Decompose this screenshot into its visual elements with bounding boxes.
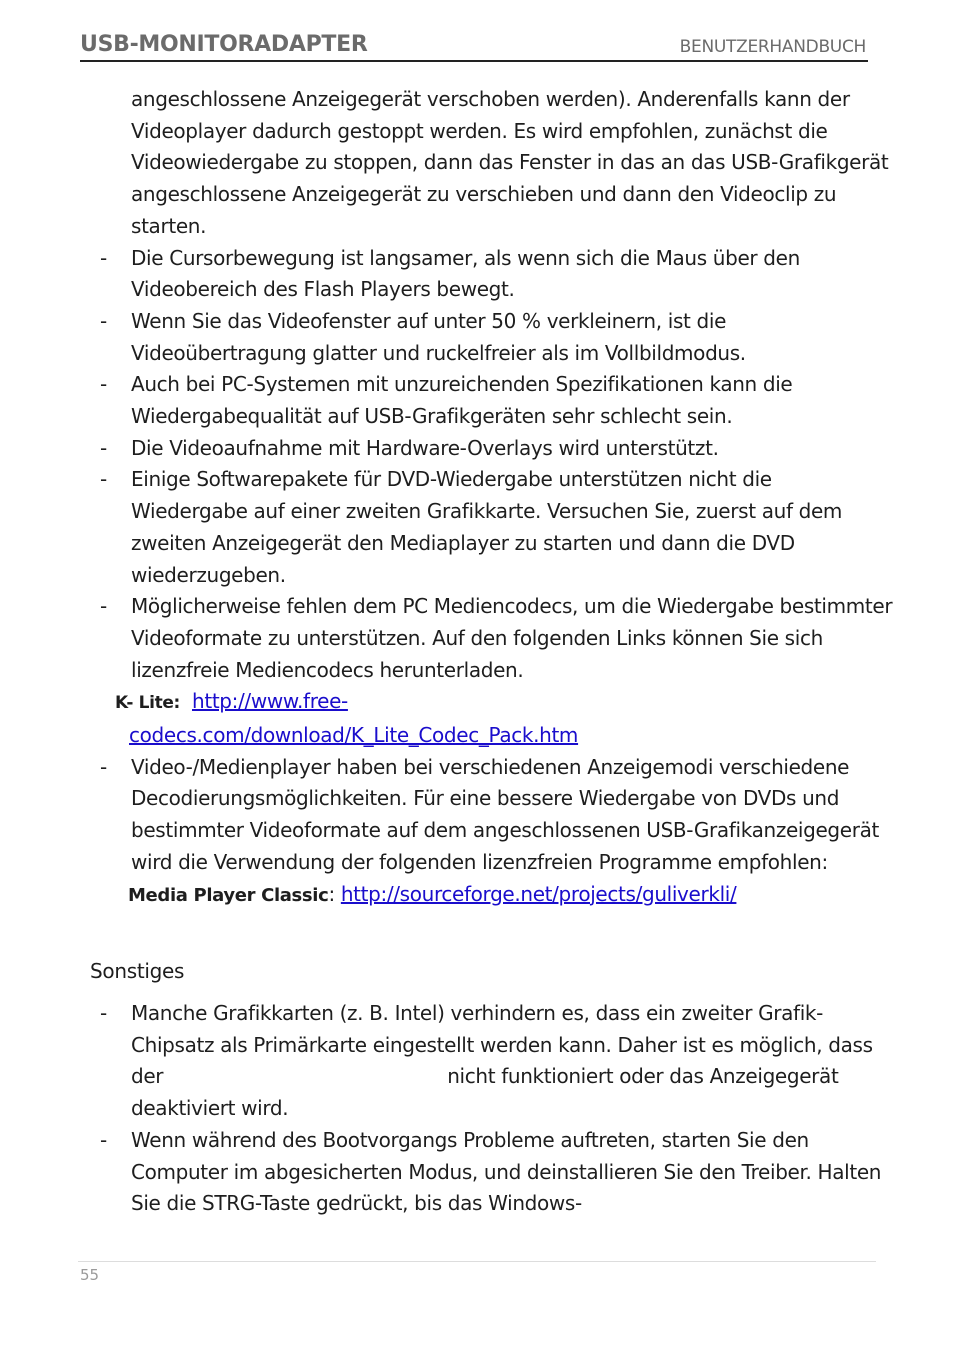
klite-link-part1[interactable]: http://www.free- xyxy=(192,689,348,714)
bullet-dash: - xyxy=(100,372,107,397)
list-item xyxy=(0,752,954,879)
list-item xyxy=(0,306,954,369)
bullet-dash: - xyxy=(100,754,107,779)
klite-label: K- Lite: xyxy=(115,693,180,714)
list-item xyxy=(0,433,954,465)
list-item-text: Einige Softwarepakete für DVD-Wiedergabe unterstützen nicht die Wiedergabe auf einer zweiten Grafikkarte. Versuchen Sie, zuerst auf dem zweiten Anzeigegerät den Mediaplayer zu starten und dann die DVD wiederzugeben. xyxy=(131,467,843,587)
list-item xyxy=(0,591,954,686)
page-header xyxy=(80,28,868,62)
list-item-text: Die Cursorbewegung ist langsamer, als wenn sich die Maus über den Videobereich des Flash Players bewegt. xyxy=(131,245,800,302)
klite-link-part2[interactable]: codecs.com/download/K_Lite_Codec_Pack.htm xyxy=(129,723,579,748)
header-title: USB-MONITORADAPTER xyxy=(80,32,368,57)
bullet-dash: - xyxy=(100,467,107,492)
bullet-dash: - xyxy=(100,245,107,270)
klite-line-2 xyxy=(0,720,954,752)
footer-divider xyxy=(78,1261,876,1262)
klite-line xyxy=(0,686,954,720)
bullet-dash: - xyxy=(100,308,107,333)
list-item-text: Die Videoaufnahme mit Hardware-Overlays wird unterstützt. xyxy=(131,435,719,460)
list-item xyxy=(0,1125,954,1220)
intro-paragraph: angeschlossene Anzeigegerät verschoben werden). Anderenfalls kann der Videoplayer dadurch gestoppt werden. Es wird empfohlen, zunächst die Videowiedergabe zu stoppen, dann das Fenster in das an das USB-Grafikgerät angeschlossene Anzeigegerät zu verschieben und dann den Videoclip zu starten. xyxy=(131,87,889,238)
list-item xyxy=(0,243,954,306)
section-heading: Sonstiges xyxy=(90,959,185,984)
bullet-dash: - xyxy=(100,1127,107,1152)
bullet-dash: - xyxy=(100,594,107,619)
bullet-dash: - xyxy=(100,435,107,460)
header-subtitle: BENUTZERHANDBUCH xyxy=(679,37,866,57)
page-content xyxy=(0,84,954,1220)
list-item xyxy=(0,464,954,591)
list-item-text: Möglicherweise fehlen dem PC Mediencodecs, um die Wiedergabe bestimmter Videoformate zu unterstützen. Auf den folgenden Links können Sie sich lizenzfreie Mediencodecs herunterladen. xyxy=(131,594,893,682)
mpc-link[interactable]: http://sourceforge.net/projects/guliverkli/ xyxy=(340,881,737,906)
list-item-text: Auch bei PC-Systemen mit unzureichenden Spezifikationen kann die Wiedergabequalität auf USB-Grafikgeräten sehr schlecht sein. xyxy=(131,372,793,429)
list-item xyxy=(0,369,954,432)
bullet-dash: - xyxy=(100,1000,107,1025)
list-item-text: Video-/Medienplayer haben bei verschiedenen Anzeigemodi verschiedene Decodierungsmöglichkeiten. Für eine bessere Wiedergabe von DVDs und bestimmter Videoformate auf dem angeschlossenen USB-Grafikanzeigegerät wird die Verwendung der folgenden lizenzfreien Programme empfohlen: xyxy=(131,754,880,874)
list-item-text: Manche Grafikkarten (z. B. Intel) verhindern es, dass ein zweiter Grafik-Chipsatz als Primärkarte eingestellt werden kann. Daher ist es möglich, dass der xyxy=(131,1000,873,1089)
list-item-text-cont: nicht funktioniert oder das Anzeigegerät deaktiviert wird. xyxy=(131,1064,839,1121)
page-number: 55 xyxy=(80,1266,100,1284)
mpc-colon: : xyxy=(328,881,335,906)
list-item xyxy=(0,998,954,1125)
mpc-label: Media Player Classic xyxy=(128,884,329,906)
spacer xyxy=(0,911,954,956)
list-item-text: Wenn während des Bootvorgangs Probleme auftreten, starten Sie den Computer im abgesicherten Modus, und deinstallieren Sie den Treiber. Halten Sie die STRG-Taste gedrückt, bis das Windows- xyxy=(131,1127,882,1216)
spacer xyxy=(0,988,954,998)
list-item-text: Wenn Sie das Videofenster auf unter 50 % verkleinern, ist die Videoübertragung glatter und ruckelfreier als im Vollbildmodus. xyxy=(131,308,746,365)
mpc-line xyxy=(0,879,954,912)
